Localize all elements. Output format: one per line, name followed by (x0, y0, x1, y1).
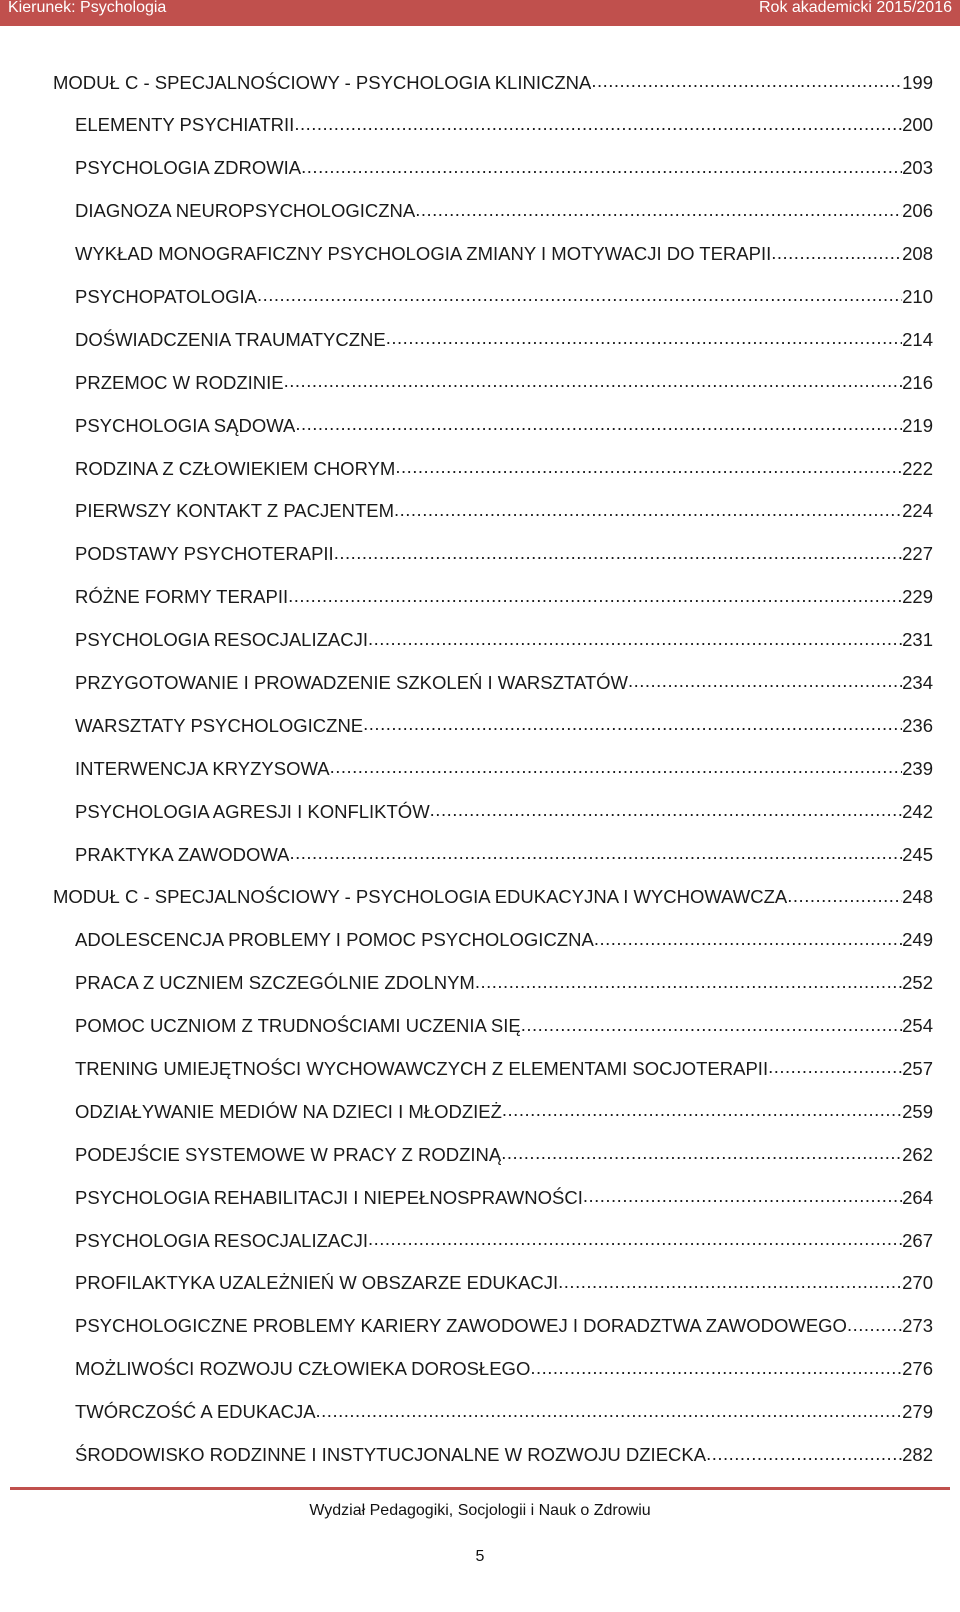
toc-entry-title: DOŚWIADCZENIA TRAUMATYCZNE (75, 328, 386, 350)
toc-dot-leader (368, 628, 902, 647)
toc-dot-leader (787, 885, 902, 904)
toc-dot-leader (501, 1142, 902, 1161)
toc-dot-leader (558, 1271, 902, 1290)
toc-entry-title: WYKŁAD MONOGRAFICZNY PSYCHOLOGIA ZMIANY I MOTYWACJI DO TERAPII (75, 243, 772, 265)
toc-entry-page: 229 (902, 586, 933, 608)
toc-entry[interactable] (53, 1228, 933, 1271)
page-number: 5 (475, 1548, 485, 1565)
toc-entry[interactable] (53, 156, 933, 199)
header-academic-year: Rok akademicki 2015/2016 (758, 0, 952, 16)
toc-dot-leader (591, 70, 902, 89)
toc-entry[interactable] (53, 628, 933, 671)
toc-dot-leader (289, 842, 902, 861)
toc-entry-page: 208 (902, 243, 933, 265)
toc-entry-title: MOŻLIWOŚCI ROZWOJU CZŁOWIEKA DOROSŁEGO (75, 1358, 531, 1380)
toc-entry[interactable] (53, 928, 933, 971)
toc-dot-leader (594, 928, 902, 947)
toc-entry[interactable] (53, 1443, 933, 1486)
toc-entry-title: PSYCHOLOGIA SĄDOWA (75, 414, 296, 436)
toc-entry[interactable] (53, 1056, 933, 1099)
toc-entry[interactable] (53, 370, 933, 413)
toc-entry-page: 234 (902, 671, 933, 693)
toc-entry[interactable] (53, 585, 933, 628)
toc-entry-title: PSYCHOLOGIA AGRESJI I KONFLIKTÓW (75, 800, 430, 822)
toc-dot-leader (316, 1400, 903, 1419)
toc-entry[interactable] (53, 284, 933, 327)
toc-entry-page: 222 (902, 457, 933, 479)
toc-entry-title: POMOC UCZNIOM Z TRUDNOŚCIAMI UCZENIA SIĘ (75, 1015, 521, 1037)
toc-dot-leader (330, 756, 903, 775)
footer-divider (10, 1487, 950, 1490)
toc-dot-leader (771, 242, 902, 261)
toc-entry-title: PRACA Z UCZNIEM SZCZEGÓLNIE ZDOLNYM (75, 972, 475, 994)
toc-entry[interactable] (53, 799, 933, 842)
toc-entry-title: PRZEMOC W RODZINIE (75, 371, 284, 393)
toc-entry-page: 273 (902, 1315, 933, 1337)
toc-entry[interactable] (53, 499, 933, 542)
toc-entry-page: 270 (902, 1272, 933, 1294)
toc-entry-page: 206 (902, 200, 933, 222)
toc-dot-leader (301, 156, 902, 175)
toc-entry-title: RODZINA Z CZŁOWIEKIEM CHORYM (75, 457, 396, 479)
toc-entry-title: PODEJŚCIE SYSTEMOWE W PRACY Z RODZINĄ (75, 1143, 502, 1165)
toc-dot-leader (847, 1314, 902, 1333)
toc-entry[interactable] (53, 456, 933, 499)
toc-entry-title: PROFILAKTYKA UZALEŻNIEŃ W OBSZARZE EDUKACJI (75, 1272, 559, 1294)
toc-dot-leader (502, 1099, 902, 1118)
toc-entry-page: 276 (902, 1358, 933, 1380)
toc-dot-leader (706, 1443, 902, 1462)
toc-entry-page: 282 (902, 1444, 933, 1465)
toc-entry-page: 252 (902, 972, 933, 994)
toc-entry[interactable] (53, 413, 933, 456)
toc-entry-title: PODSTAWY PSYCHOTERAPII (75, 543, 334, 565)
toc-dot-leader (257, 284, 902, 303)
toc-entry-page: 279 (902, 1401, 933, 1423)
toc-entry-title: TWÓRCZOŚĆ A EDUKACJA (75, 1401, 316, 1423)
toc-entry[interactable] (53, 713, 933, 756)
header-field-of-study: Kierunek: Psychologia (8, 0, 167, 16)
toc-entry-title: ODZIAŁYWANIE MEDIÓW NA DZIECI I MŁODZIEŻ (75, 1100, 502, 1122)
toc-entry-page: 210 (902, 285, 933, 307)
toc-entry-title: WARSZTATY PSYCHOLOGICZNE (75, 714, 364, 736)
toc-dot-leader (475, 971, 902, 990)
table-of-contents (53, 70, 933, 1485)
toc-entry-page: 257 (902, 1057, 933, 1079)
toc-dot-leader (295, 413, 902, 432)
toc-entry-title: INTERWENCJA KRYZYSOWA (75, 757, 330, 779)
toc-dot-leader (768, 1056, 902, 1075)
toc-dot-leader (334, 542, 902, 561)
toc-entry[interactable] (53, 1142, 933, 1185)
toc-entry-page: 224 (902, 500, 933, 522)
toc-entry-title: MODUŁ C - SPECJALNOŚCIOWY - PSYCHOLOGIA EDUKACYJNA I WYCHOWAWCZA (53, 886, 788, 908)
toc-entry[interactable] (53, 670, 933, 713)
toc-module-entry[interactable] (53, 885, 933, 928)
toc-entry-page: 264 (902, 1186, 933, 1208)
toc-dot-leader (394, 499, 902, 518)
toc-entry-title: PSYCHOPATOLOGIA (75, 285, 257, 307)
toc-entry-page: 248 (902, 886, 933, 908)
toc-entry-page: 216 (902, 371, 933, 393)
toc-entry-page: 231 (902, 629, 933, 651)
page-header (0, 0, 960, 26)
toc-entry-page: 236 (902, 714, 933, 736)
toc-entry-page: 203 (902, 157, 933, 179)
toc-dot-leader (628, 670, 902, 689)
toc-entry-title: ADOLESCENCJA PROBLEMY I POMOC PSYCHOLOGICZNA (75, 929, 594, 951)
toc-entry-page: 267 (902, 1229, 933, 1251)
toc-entry-title: PSYCHOLOGICZNE PROBLEMY KARIERY ZAWODOWEJ I DORADZTWA ZAWODOWEGO (75, 1315, 847, 1337)
toc-entry[interactable] (53, 1185, 933, 1228)
toc-entry-page: 199 (902, 71, 933, 93)
toc-entry[interactable] (53, 542, 933, 585)
toc-entry-title: MODUŁ C - SPECJALNOŚCIOWY - PSYCHOLOGIA KLINICZNA (53, 71, 592, 93)
toc-dot-leader (368, 1228, 902, 1247)
toc-entry-page: 227 (902, 543, 933, 565)
toc-module-entry[interactable] (53, 70, 933, 113)
toc-entry-title: ŚRODOWISKO RODZINNE I INSTYTUCJONALNE W ROZWOJU DZIECKA (75, 1444, 707, 1465)
toc-entry-page: 249 (902, 929, 933, 951)
toc-entry-title: PSYCHOLOGIA REHABILITACJI I NIEPEŁNOSPRAWNOŚCI (75, 1186, 583, 1208)
toc-entry-page: 262 (902, 1143, 933, 1165)
toc-entry-page: 259 (902, 1100, 933, 1122)
toc-entry-page: 254 (902, 1015, 933, 1037)
toc-entry[interactable] (53, 1314, 933, 1357)
toc-entry[interactable] (53, 1357, 933, 1400)
toc-entry[interactable] (53, 1400, 933, 1443)
toc-entry-page: 214 (902, 328, 933, 350)
toc-entry[interactable] (53, 327, 933, 370)
toc-entry-title: DIAGNOZA NEUROPSYCHOLOGICZNA (75, 200, 416, 222)
toc-entry[interactable] (53, 842, 933, 885)
toc-dot-leader (521, 1014, 902, 1033)
toc-dot-leader (294, 113, 902, 132)
toc-entry-title: PIERWSZY KONTAKT Z PACJENTEM (75, 500, 394, 522)
toc-entry-title: RÓŻNE FORMY TERAPII (75, 586, 289, 608)
toc-entry-page: 239 (902, 757, 933, 779)
toc-entry[interactable] (53, 756, 933, 799)
toc-dot-leader (284, 370, 902, 389)
toc-entry-title: PSYCHOLOGIA ZDROWIA (75, 157, 302, 179)
toc-entry[interactable] (53, 1099, 933, 1142)
toc-dot-leader (386, 327, 902, 346)
toc-entry[interactable] (53, 199, 933, 242)
toc-dot-leader (530, 1357, 902, 1376)
toc-entry-page: 242 (902, 800, 933, 822)
toc-entry-title: TRENING UMIEJĘTNOŚCI WYCHOWAWCZYCH Z ELEMENTAMI SOCJOTERAPII (75, 1057, 769, 1079)
toc-entry-title: ELEMENTY PSYCHIATRII (75, 114, 295, 136)
toc-entry-title: PRZYGOTOWANIE I PROWADZENIE SZKOLEŃ I WARSZTATÓW (75, 671, 628, 693)
footer-faculty: Wydział Pedagogiki, Socjologii i Nauk o Zdrowiu (309, 1502, 651, 1519)
toc-entry[interactable] (53, 1271, 933, 1314)
toc-entry[interactable] (53, 113, 933, 156)
toc-entry[interactable] (53, 1014, 933, 1057)
toc-entry-page: 219 (902, 414, 933, 436)
toc-dot-leader (288, 585, 902, 604)
toc-dot-leader (363, 713, 902, 732)
toc-entry-page: 245 (902, 843, 933, 865)
toc-entry-title: PRAKTYKA ZAWODOWA (75, 843, 290, 865)
toc-dot-leader (583, 1185, 902, 1204)
toc-entry-page: 200 (902, 114, 933, 136)
toc-dot-leader (395, 456, 902, 475)
toc-entry[interactable] (53, 242, 933, 285)
toc-dot-leader (415, 199, 902, 218)
toc-entry-title: PSYCHOLOGIA RESOCJALIZACJI (75, 629, 368, 651)
toc-entry[interactable] (53, 971, 933, 1014)
toc-entry-title: PSYCHOLOGIA RESOCJALIZACJI (75, 1229, 368, 1251)
toc-dot-leader (430, 799, 902, 818)
